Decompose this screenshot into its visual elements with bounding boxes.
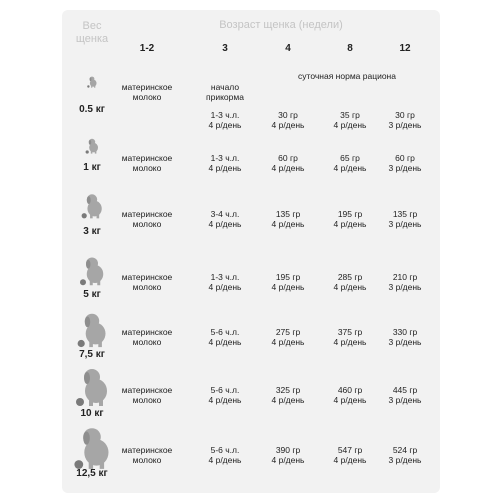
ball-icon: [78, 340, 85, 347]
weight-label: 5 кг: [83, 289, 101, 300]
col-header-3: 3: [222, 43, 228, 54]
weight-label: 12,5 кг: [76, 468, 108, 479]
weight-column-title: Вес щенка: [75, 20, 109, 45]
table-cell: 3-4 ч.л. 4 р/день: [208, 209, 242, 229]
table-cell: 135 гр 4 р/день: [271, 209, 305, 229]
daily-norm-label: суточная норма рациона: [298, 71, 396, 81]
puppy-icon: [79, 193, 105, 219]
table-cell: 30 гр 4 р/день: [271, 110, 305, 130]
table-cell: 325 гр 4 р/день: [271, 385, 305, 405]
table-cell: материнское молоко: [121, 82, 173, 102]
table-cell: 30 гр 3 р/день: [388, 110, 422, 130]
age-header-title: Возраст щенка (недели): [219, 19, 343, 31]
table-cell: 275 гр 4 р/день: [271, 327, 305, 347]
table-cell: 375 гр 4 р/день: [333, 327, 367, 347]
table-cell: материнское молоко: [121, 209, 173, 229]
puppy-icon: [86, 76, 98, 88]
col-header-12: 12: [399, 43, 411, 54]
weight-label: 10 кг: [80, 408, 104, 419]
table-cell: 5-6 ч.л. 4 р/день: [208, 385, 242, 405]
weight-label: 3 кг: [83, 226, 101, 237]
feeding-table-card: [62, 10, 440, 493]
col-header-4: 4: [285, 43, 291, 54]
table-cell: начало прикорма: [206, 82, 244, 102]
table-cell: 547 гр 4 р/день: [333, 445, 367, 465]
weight-label: 0.5 кг: [79, 104, 105, 115]
table-cell: 524 гр 3 р/день: [388, 445, 422, 465]
table-cell: 330 гр 3 р/день: [388, 327, 422, 347]
table-cell: 195 гр 4 р/день: [333, 209, 367, 229]
table-cell: 210 гр 3 р/день: [388, 272, 422, 292]
ball-icon: [87, 85, 89, 87]
table-cell: 285 гр 4 р/день: [333, 272, 367, 292]
table-cell: 1-3 ч.л. 4 р/день: [208, 153, 242, 173]
table-cell: 5-6 ч.л. 4 р/день: [208, 327, 242, 347]
table-cell: 460 гр 4 р/день: [333, 385, 367, 405]
weight-label: 7,5 кг: [79, 349, 105, 360]
puppy-icon: [77, 256, 107, 286]
table-cell: материнское молоко: [121, 153, 173, 173]
puppy-icon: [74, 312, 110, 348]
ball-icon: [86, 150, 89, 153]
ball-icon: [82, 213, 87, 218]
table-cell: 135 гр 3 р/день: [388, 209, 422, 229]
table-cell: материнское молоко: [121, 327, 173, 347]
table-cell: 1-3 ч.л. 4 р/день: [208, 272, 242, 292]
table-cell: 1-3 ч.л. 4 р/день: [208, 110, 242, 130]
puppy-icon: [84, 138, 100, 154]
table-cell: 60 гр 4 р/день: [271, 153, 305, 173]
table-cell: 390 гр 4 р/день: [271, 445, 305, 465]
table-cell: материнское молоко: [121, 385, 173, 405]
table-cell: 35 гр 4 р/день: [333, 110, 367, 130]
table-cell: 195 гр 4 р/день: [271, 272, 305, 292]
col-header-1-2: 1-2: [139, 43, 155, 54]
table-cell: материнское молоко: [121, 445, 173, 465]
ball-icon: [80, 279, 86, 285]
col-header-8: 8: [347, 43, 353, 54]
ball-icon: [76, 398, 84, 406]
weight-label: 1 кг: [83, 162, 101, 173]
table-cell: материнское молоко: [121, 272, 173, 292]
table-cell: 65 гр 4 р/день: [333, 153, 367, 173]
table-cell: 445 гр 3 р/день: [388, 385, 422, 405]
puppy-icon: [72, 367, 112, 407]
table-cell: 60 гр 3 р/день: [388, 153, 422, 173]
table-cell: 5-6 ч.л. 4 р/день: [208, 445, 242, 465]
